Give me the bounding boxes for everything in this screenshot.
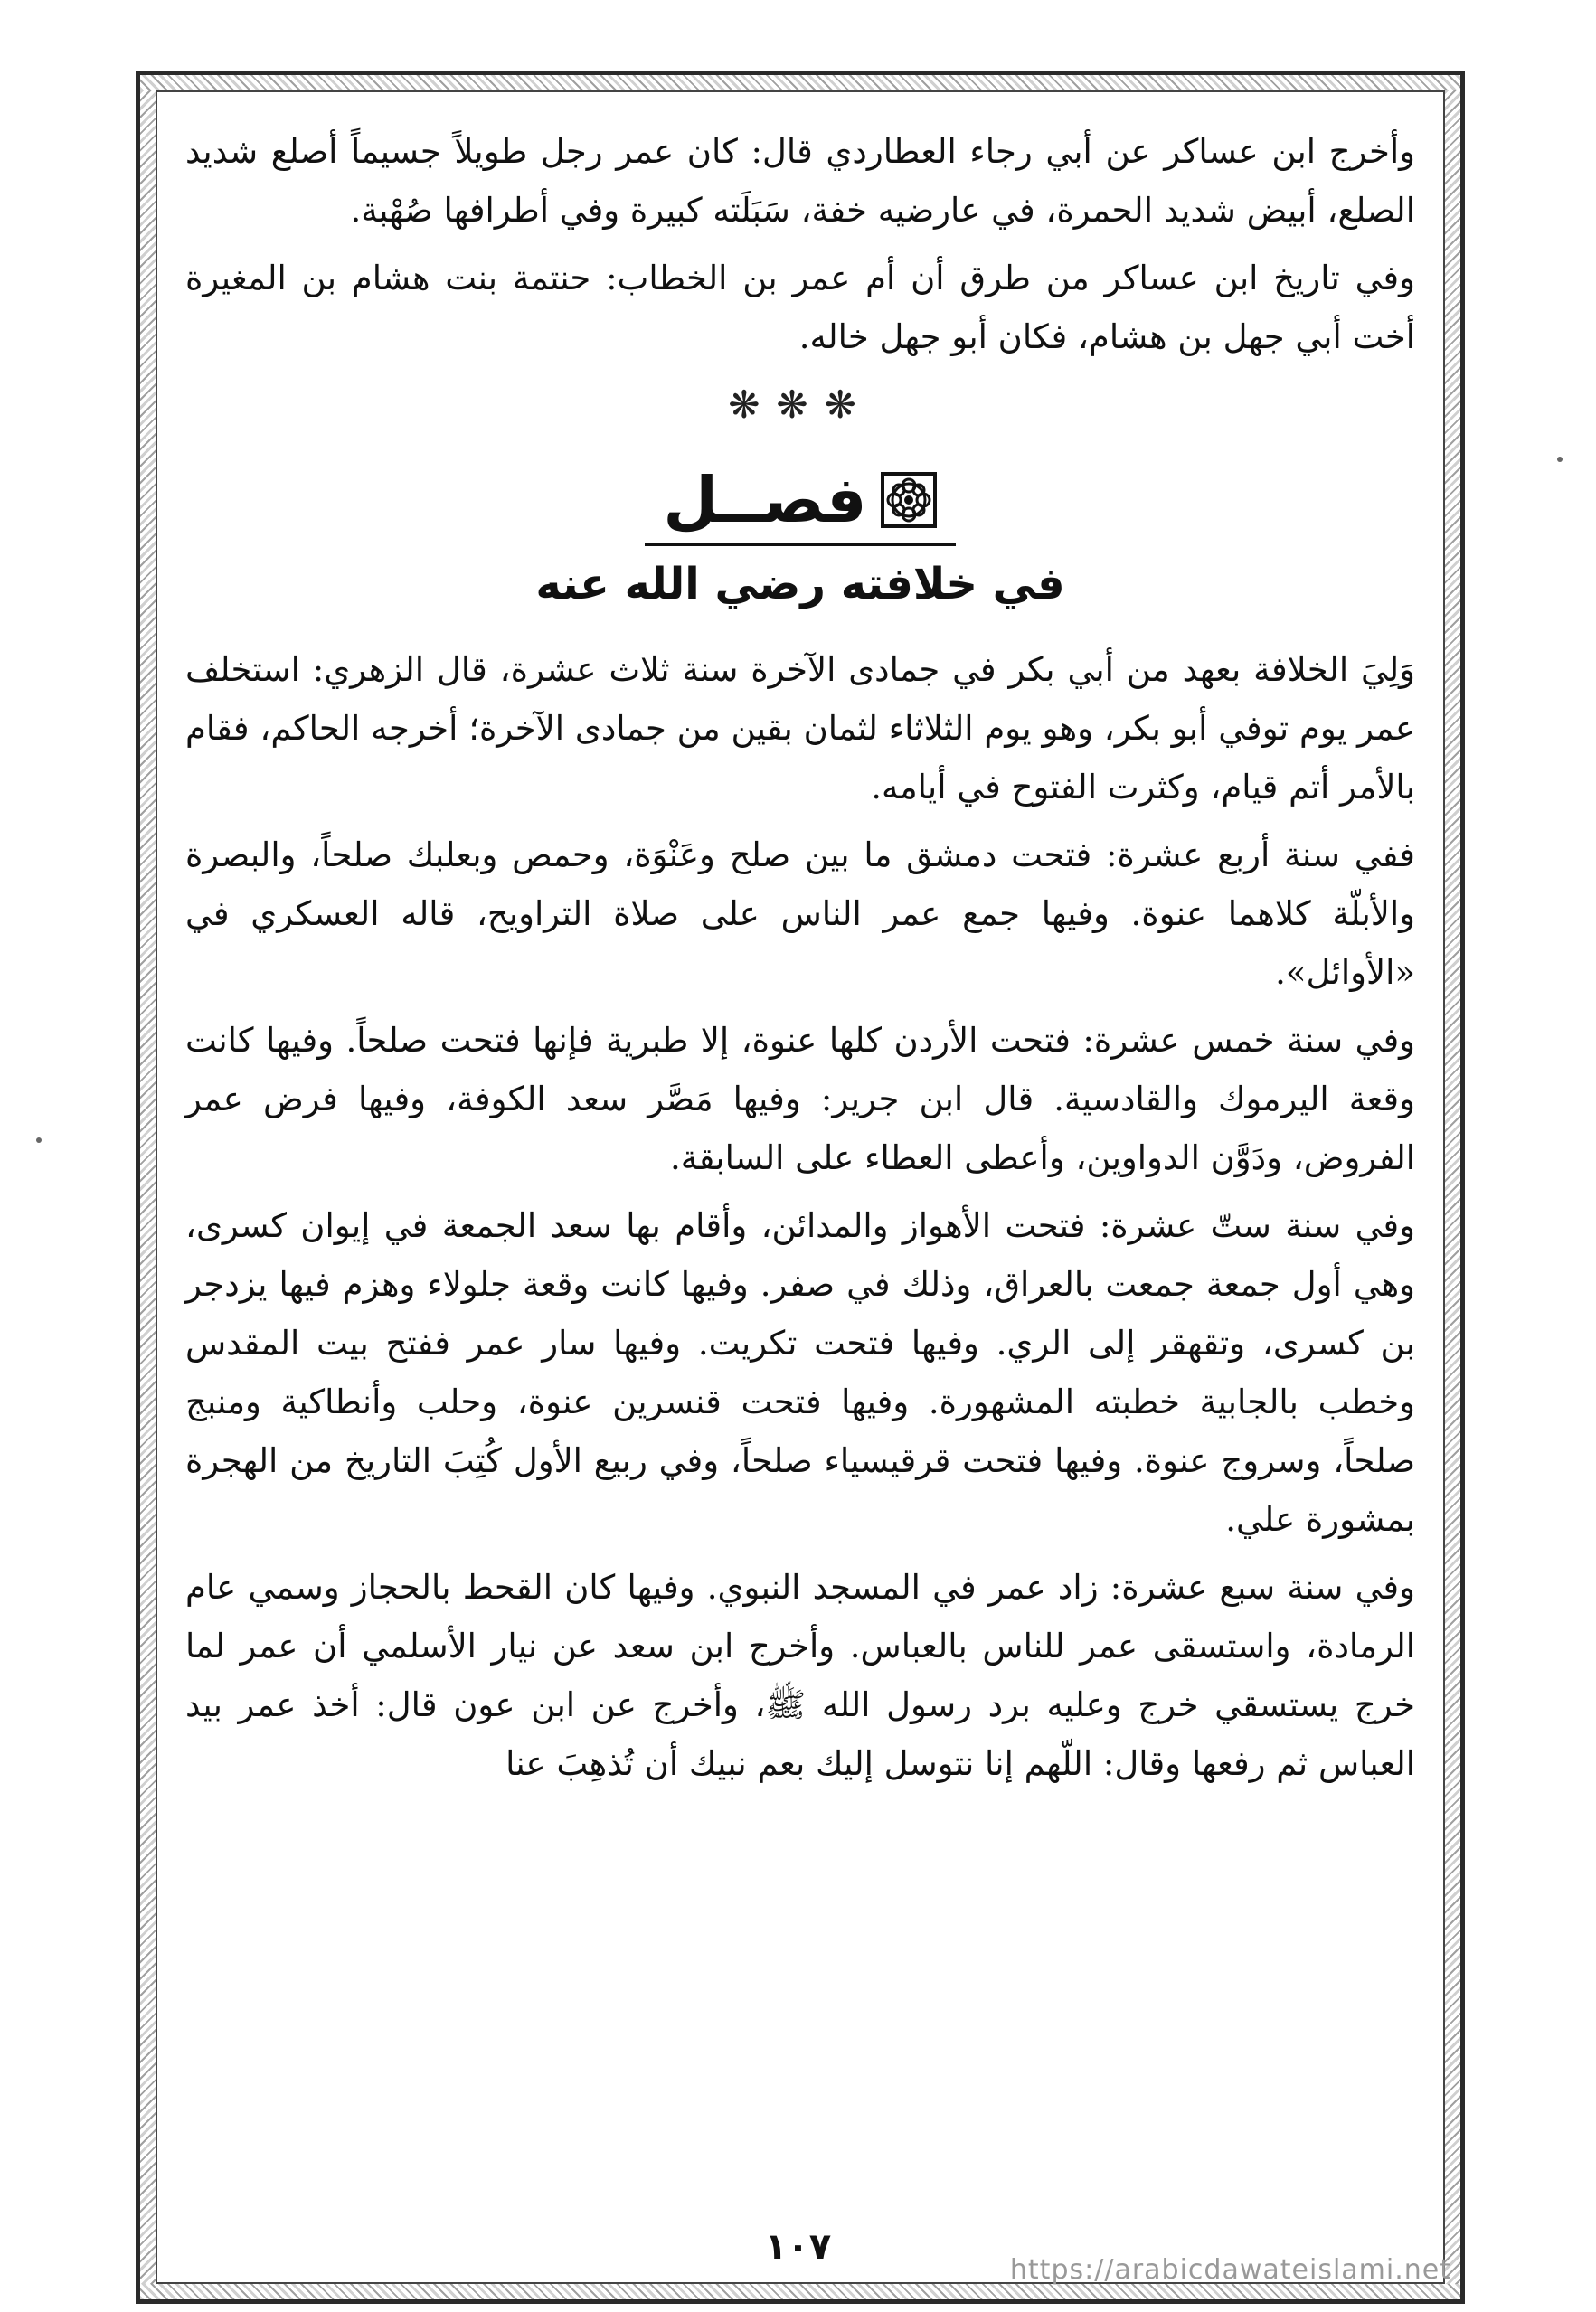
page-body [185,122,1415,2229]
paragraph: وفي سنة خمس عشرة: فتحت الأردن كلها عنوة، إلا طبرية فإنها فتحت صلحاً. وفيها كانت وقعة اليرموك والقادسية. قال ابن جرير: وفيها مَصَّر سعد الكوفة، وفيها فرض عمر الفروض، ودَوَّن الدواوين، وأعطى العطاء على السابقة. [185,1021,1415,1177]
paragraph: ففي سنة أربع عشرة: فتحت دمشق ما بين صلح وعَنْوَة، وحمص وبعلبك صلحاً، والبصرة والأبلّة كلاهما عنوة. وفيها جمع عمر الناس على صلاة التراويح، قاله العسكري في «الأوائل». [185,835,1415,992]
section-heading [185,463,1415,546]
section-title-wrap [645,463,955,546]
paragraph: وفي سنة ستّ عشرة: فتحت الأهواز والمدائن، وأقام بها سعد الجمعة في إيوان كسرى، وهي أول جمعة جمعت بالعراق، وذلك في صفر. وفيها كانت وقعة جلولاء وهزم فيها يزدجر بن كسرى، وتقهقر إلى الري. وفيها فتحت تكريت. وفيها سار عمر ففتح بيت المقدس وخطب بالجابية خطبته المشهورة. وفيها فتحت قنسرين عنوة، وحلب وأنطاكية ومنبج صلحاً، وسروج عنوة. وفيها فتحت قرقيسياء صلحاً، وفي ربيع الأول كُتِبَ التاريخ من الهجرة بمشورة علي. [185,1206,1415,1539]
section-separator: ❋❋❋ [728,382,873,427]
section-subtitle: في خلافته رضي الله عنه [535,559,1065,609]
source-watermark: https://arabicdawateislami.net [1009,2254,1451,2286]
paragraph: وأخرج ابن عساكر عن أبي رجاء العطاردي قال: كان عمر رجل طويلاً جسيماً أصلع شديد الصلع، أبيض شديد الحمرة، في عارضيه خفة، سَبَلَته كبيرة وفي أطرافها صُهْبة. [185,132,1415,230]
page-number: ١٠٧ [764,2226,832,2268]
section-title: فصــل [663,463,867,537]
paragraph: وفي سنة سبع عشرة: زاد عمر في المسجد النبوي. وفيها كان القحط بالحجاز وسمي عام الرمادة، واستسقى عمر للناس بالعباس. وأخرج ابن سعد عن نيار الأسلمي أن عمر لما خرج يستسقي خرج وعليه برد رسول الله ﷺ، وأخرج عن ابن عون قال: أخذ عمر بيد العباس ثم رفعها وقال: اللّهم إنا نتوسل إليك بعم نبيك أن تُذهِبَ عنا [185,1568,1415,1783]
scan-speck [1557,457,1563,462]
paragraph: وفي تاريخ ابن عساكر من طرق أن أم عمر بن الخطاب: حنتمة بنت هشام بن المغيرة أخت أبي جهل بن هشام، فكان أبو جهل خاله. [185,259,1415,356]
scan-speck [36,1137,42,1143]
geometric-rosette-icon [880,471,938,529]
paragraph: وَلِيَ الخلافة بعهد من أبي بكر في جمادى الآخرة سنة ثلاث عشرة، قال الزهري: استخلف عمر يوم توفي أبو بكر، وهو يوم الثلاثاء لثمان بقين من جمادى الآخرة؛ أخرجه الحاكم، فقام بالأمر أتم قيام، وكثرت الفتوح في أيامه. [185,650,1415,807]
